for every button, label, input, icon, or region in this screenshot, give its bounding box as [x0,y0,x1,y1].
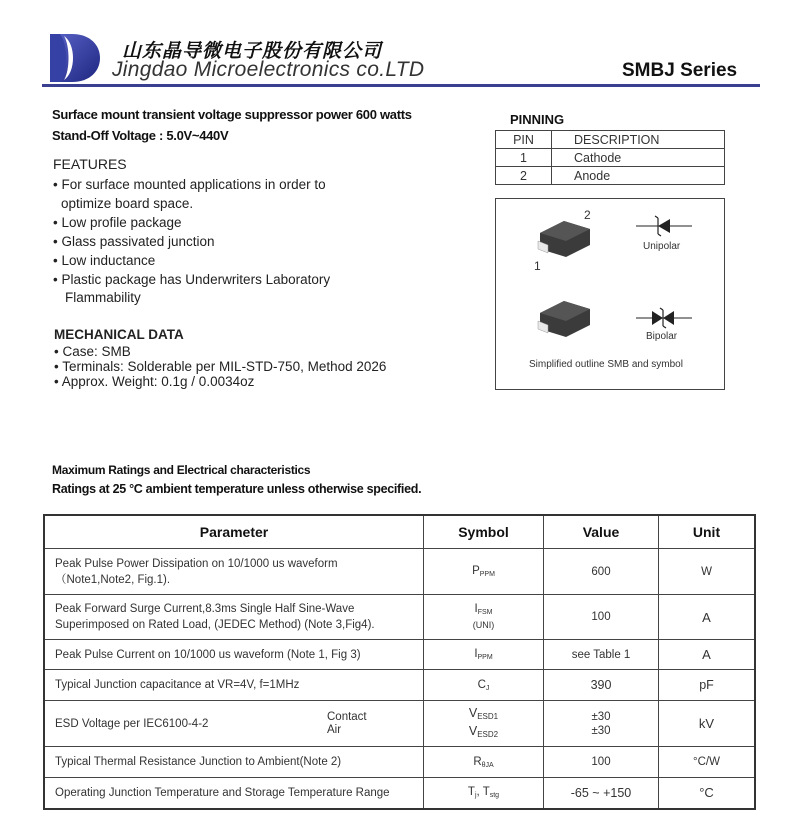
bipolar-diode-symbol-icon [636,307,692,329]
symbol-cell [424,595,544,640]
pinning-heading: PINNING [510,112,565,127]
unit-cell: kV [659,701,756,747]
symbol-subscript: θJA [481,761,494,769]
value-contact: ±30 [591,710,611,723]
value-cell: -65 ~ +150 [544,778,659,809]
company-logo [50,34,100,82]
value-cell [544,701,659,747]
symbol-cell [424,701,544,747]
series-title: SMBJ Series [622,60,738,81]
mechanical-heading: MECHANICAL DATA [54,327,184,342]
pin-number: 2 [496,167,552,185]
pin-description: Anode [552,167,725,185]
feature-item-continued: optimize board space. [61,195,194,211]
standoff-voltage: Stand-Off Voltage : 5.0V~440V [52,128,229,143]
pinning-header-row [496,131,725,149]
table-header-row [44,515,755,549]
symbol-text: V [468,723,478,738]
parameter-cell: Peak Pulse Current on 10/1000 us waveform (Note 1, Fig 3) [44,640,424,670]
symbol-header: Symbol [424,515,544,549]
symbol-text: I [474,648,478,660]
pin-header: PIN [496,131,552,149]
symbol-note: (UNI) [472,620,495,630]
parameter-header: Parameter [44,515,424,549]
unit-cell: A [659,640,756,670]
symbol-subscript: ESD2 [477,729,499,739]
table-row [44,747,755,778]
unit-cell: °C [659,778,756,809]
symbol-subscript: J [485,684,490,692]
symbol-subscript: FSM [477,609,493,616]
features-list [53,176,330,308]
smb-package-bipolar-image [534,295,594,341]
symbol-text: T [467,786,475,799]
package-outline-box [495,198,725,390]
value-cell: see Table 1 [544,640,659,670]
symbol-text: P [472,565,480,577]
pinning-table [495,130,725,185]
value-header: Value [544,515,659,549]
company-name-english: Jingdao Microelectronics co.LTD [112,58,425,81]
symbol-cell [424,778,544,809]
pin-1-label: 1 [534,259,541,273]
parameter-text: ESD Voltage per IEC6100-4-2 [55,717,209,730]
feature-item-continued: Flammability [65,290,141,306]
bipolar-label: Bipolar [646,331,678,342]
symbol-cell [424,670,544,701]
package-caption: Simplified outline SMB and symbol [529,359,683,370]
feature-item: • Glass passivated junction [53,233,215,249]
parameter-cell: Typical Thermal Resistance Junction to Ambient(Note 2) [44,747,424,778]
unipolar-label: Unipolar [643,241,681,252]
parameter-cell [44,701,424,747]
ratings-heading: Maximum Ratings and Electrical characteristics [52,463,311,477]
symbol-subscript: stg [489,792,500,800]
parameter-cell: Operating Junction Temperature and Storage Temperature Range [44,778,424,809]
table-row [44,701,755,747]
mechanical-item: • Case: SMB [54,344,131,359]
symbol-text: I [474,603,478,615]
esd-air-label: Air [327,723,342,736]
parameter-text: Peak Forward Surge Current,8.3ms Single Half Sine-Wave [55,603,355,615]
ratings-table [43,514,756,810]
table-row [44,549,755,595]
parameter-text: Peak Pulse Power Dissipation on 10/1000 us waveform [55,557,338,570]
unit-cell: W [659,549,756,595]
symbol-cell [424,747,544,778]
mechanical-list [54,344,386,389]
product-description: Surface mount transient voltage suppressor power 600 watts [52,107,412,122]
unit-cell: A [659,595,756,640]
value-cell: 100 [544,595,659,640]
symbol-text: , T [476,786,490,799]
table-row [44,595,755,640]
feature-item: • For surface mounted applications in order to [53,177,326,192]
ratings-condition: Ratings at 25 °C ambient temperature unless otherwise specified. [52,482,422,496]
symbol-text: V [468,705,478,720]
unit-header: Unit [659,515,756,549]
features-heading: FEATURES [53,156,127,172]
pinning-row [496,149,725,167]
description-header: DESCRIPTION [552,131,725,149]
parameter-cell: Typical Junction capacitance at VR=4V, f=1MHz [44,670,424,701]
unit-cell: °C/W [659,747,756,778]
pin-number: 1 [496,149,552,167]
table-row [44,640,755,670]
parameter-cell [44,549,424,595]
feature-item: • Low inductance [53,252,156,268]
parameter-cell [44,595,424,640]
table-row [44,778,755,809]
parameter-note: Superimposed on Rated Load, (JEDEC Method) (Note 3,Fig4). [55,619,375,631]
feature-item: • Plastic package has Underwriters Laboratory [53,271,331,287]
pinning-row [496,167,725,185]
company-name-chinese: 山东晶导微电子股份有限公司 [122,40,383,62]
symbol-cell [424,549,544,595]
symbol-subscript: ESD1 [477,711,499,721]
value-cell: 100 [544,747,659,778]
symbol-subscript: j [474,792,477,800]
unipolar-diode-symbol-icon [636,215,692,237]
symbol-text: C [477,678,486,691]
value-air: ±30 [591,724,611,737]
value-cell: 600 [544,549,659,595]
unit-cell: pF [659,670,756,701]
pin-2-label: 2 [584,208,591,222]
symbol-subscript: PPM [477,654,493,661]
mechanical-item: • Terminals: Solderable per MIL-STD-750, Method 2026 [54,359,387,374]
symbol-subscript: PPM [479,571,495,578]
symbol-text: R [473,755,482,768]
header-divider [42,84,760,87]
feature-item: • Low profile package [53,214,182,230]
parameter-note: （Note1,Note2, Fig.1). [55,573,171,586]
table-row [44,670,755,701]
esd-contact-label: Contact [327,710,367,723]
mechanical-item: • Approx. Weight: 0.1g / 0.0034oz [54,374,255,389]
value-cell: 390 [544,670,659,701]
pin-description: Cathode [552,149,725,167]
symbol-cell [424,640,544,670]
